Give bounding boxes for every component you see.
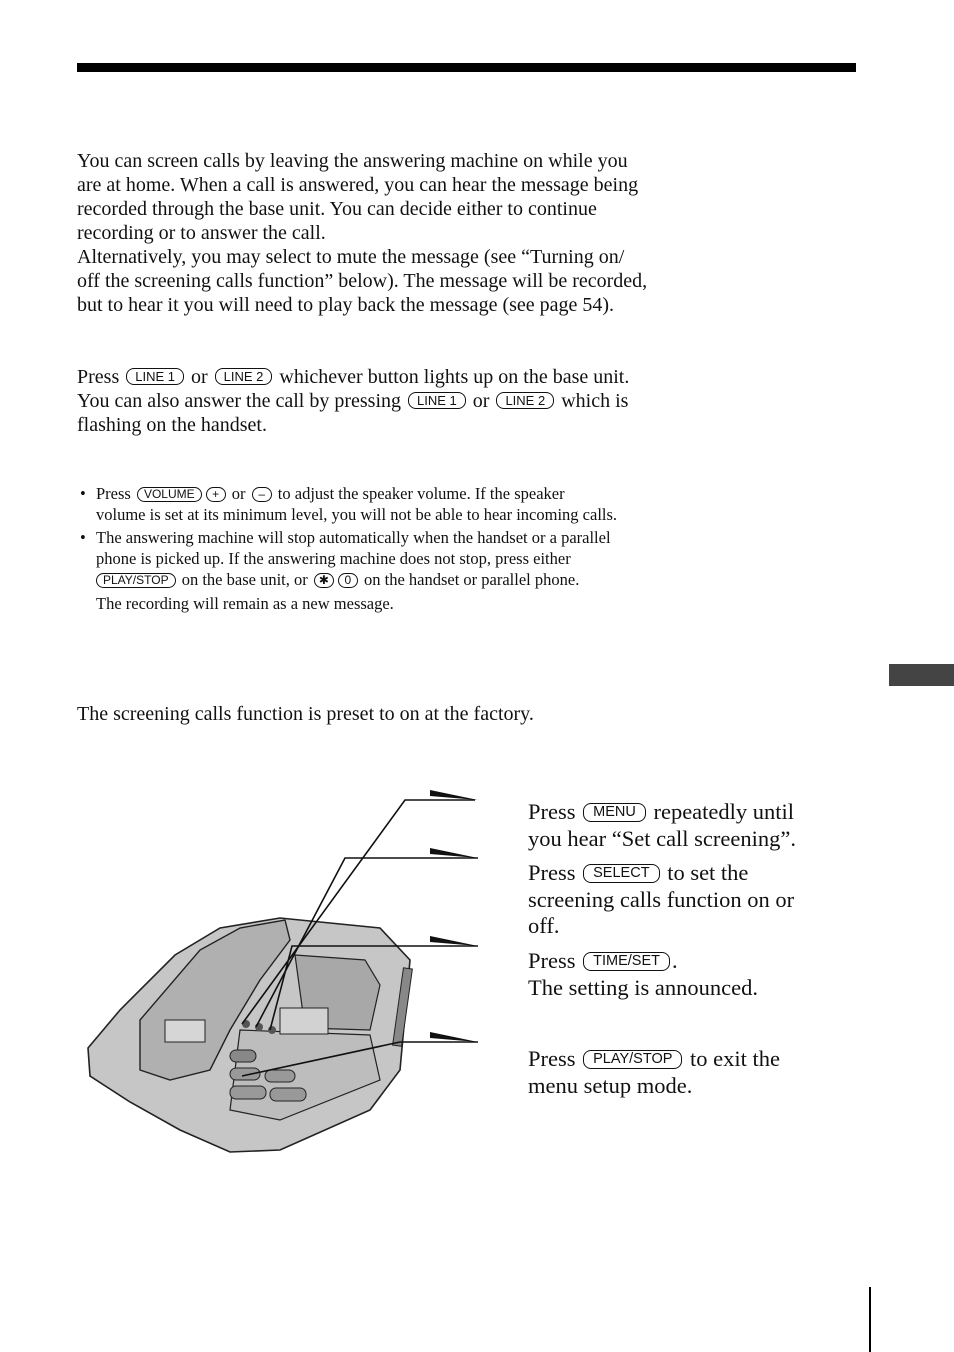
select-key: SELECT — [583, 864, 659, 883]
arrowhead — [430, 1032, 478, 1042]
step-text: you hear “Set call screening”. — [528, 825, 797, 851]
note-item — [77, 483, 617, 525]
note-text: • The answering machine will stop automatically when the handset or a parallel — [96, 528, 611, 547]
minus-key: – — [252, 487, 272, 502]
star-key: ✱ — [314, 573, 334, 588]
play-stop-key: PLAY/STOP — [96, 573, 176, 588]
step-text: screening calls function on or — [528, 886, 795, 912]
play-stop-key: PLAY/STOP — [583, 1050, 682, 1069]
arrowhead — [430, 936, 478, 946]
note-text: volume is set at its minimum level, you will not be able to hear incoming calls. — [96, 505, 618, 524]
intro-line: You can screen calls by leaving the answering machine on while you — [77, 150, 628, 172]
intro-line: but to hear it you will need to play back the message (see page 54). — [77, 294, 615, 316]
step-text: repeatedly until — [653, 799, 795, 824]
intro-line: are at home. When a call is answered, you can hear the message being — [77, 174, 639, 196]
line2-key: LINE 2 — [496, 392, 554, 409]
step-text: to exit the — [690, 1046, 780, 1071]
step-text: menu setup mode. — [528, 1072, 693, 1098]
answer-line2-text: You can also answer the call by pressing — [77, 390, 402, 412]
panel-button — [265, 1070, 295, 1082]
panel-button — [230, 1068, 260, 1080]
handset-display — [165, 1020, 205, 1042]
intro-line: recording or to answer the call. — [77, 222, 326, 244]
play-stop-button — [230, 1050, 256, 1062]
step-text: The setting is announced. — [528, 974, 758, 1000]
note-item — [77, 527, 617, 614]
note-text: phone is picked up. If the answering machine does not stop, press either — [96, 549, 571, 568]
intro-line: recorded through the base unit. You can decide either to continue — [77, 198, 597, 220]
step-text: to set the — [667, 860, 749, 885]
time-set-key: TIME/SET — [583, 952, 670, 971]
answer-paragraph — [77, 365, 629, 437]
answer-tail2-text: which is — [561, 390, 629, 412]
note-text: on the handset or parallel phone. — [363, 570, 580, 589]
step-2 — [528, 860, 794, 940]
note-or-text: or — [231, 484, 246, 503]
line1-key: LINE 1 — [408, 392, 466, 409]
answer-or-text: or — [472, 390, 490, 412]
step-4 — [528, 1046, 780, 1099]
answer-or-text: or — [190, 366, 208, 388]
note-press-text: Press — [96, 484, 131, 503]
page-edge-line — [869, 1287, 871, 1352]
intro-paragraph — [77, 149, 647, 317]
intro-line: Alternatively, you may select to mute the message (see “Turning on/ — [77, 246, 625, 268]
volume-key: VOLUME — [137, 487, 202, 502]
answer-tail-text: whichever button lights up on the base unit. — [279, 366, 630, 388]
step-press-text: Press — [528, 948, 576, 973]
menu-key: MENU — [583, 803, 646, 822]
panel-button — [270, 1088, 306, 1101]
answer-line3-text: flashing on the handset. — [77, 414, 267, 436]
panel-button — [230, 1086, 266, 1099]
preset-text: The screening calls function is preset to on at the factory. — [77, 703, 534, 725]
base-unit-illustration — [80, 780, 500, 1160]
step-text: . — [672, 948, 678, 973]
step-3 — [528, 948, 758, 1001]
step-press-text: Press — [528, 860, 576, 885]
base-display — [280, 1008, 328, 1034]
note-text: The recording will remain as a new message. — [96, 594, 394, 613]
step-press-text: Press — [528, 799, 576, 824]
step-press-text: Press — [528, 1046, 576, 1071]
step-1 — [528, 799, 796, 852]
answer-press-text: Press — [77, 366, 120, 388]
section-tab — [889, 664, 954, 686]
arrowhead — [430, 848, 478, 858]
timeset-button-dot — [268, 1026, 276, 1034]
intro-line: off the screening calls function” below). The message will be recorded, — [77, 270, 648, 292]
arrowhead — [430, 790, 478, 800]
line2-key: LINE 2 — [215, 368, 273, 385]
top-rule — [77, 63, 856, 72]
plus-key: + — [206, 487, 226, 502]
zero-key: 0 — [338, 573, 358, 588]
note-text: to adjust the speaker volume. If the speaker — [277, 484, 565, 503]
note-text: on the base unit, or — [181, 570, 308, 589]
step-text: off. — [528, 913, 560, 938]
line1-key: LINE 1 — [126, 368, 184, 385]
notes-list — [77, 483, 617, 616]
